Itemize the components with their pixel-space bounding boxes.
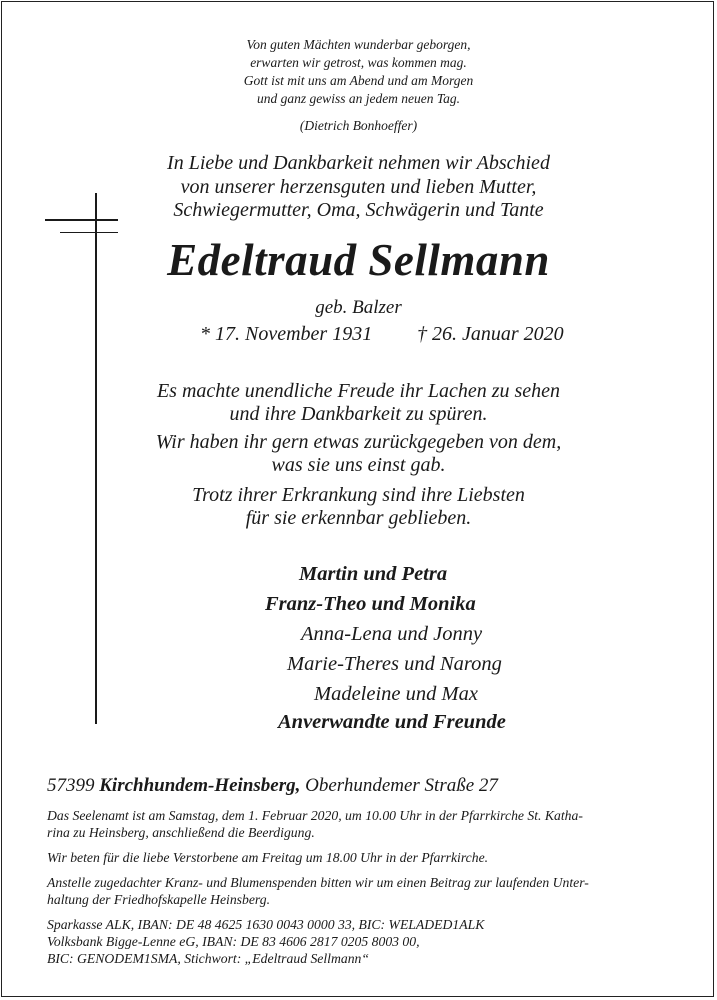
- address-city: Kirchhundem-Heinsberg,: [99, 775, 301, 796]
- funeral-line: rina zu Heinsberg, anschließend die Beerdigung.: [47, 825, 315, 840]
- family-member: Martin und Petra: [299, 563, 448, 585]
- death-date: † 26. Januar 2020: [417, 323, 564, 345]
- birth-date: * 17. November 1931: [200, 323, 373, 345]
- family-member: Franz-Theo und Monika: [265, 593, 476, 615]
- bank-line: Volksbank Bigge-Lenne eG, IBAN: DE 83 4606 2817 0205 8003 00,: [47, 934, 420, 949]
- memory-line: Trotz ihrer Erkrankung sind ihre Liebsten: [192, 484, 525, 506]
- memory-line: für sie erkennbar geblieben.: [245, 507, 472, 529]
- funeral-line: Das Seelenamt ist am Samstag, dem 1. Februar 2020, um 10.00 Uhr in der Pfarrkirche St. Katha-: [47, 808, 583, 823]
- intro-line: In Liebe und Dankbarkeit nehmen wir Abschied: [167, 152, 550, 174]
- birth-name: geb. Balzer: [315, 297, 402, 318]
- memory-line: was sie uns einst gab.: [271, 454, 446, 476]
- poem-line: erwarten wir getrost, was kommen mag.: [250, 55, 467, 70]
- cross-horizontal-bar-thin: [60, 232, 118, 233]
- poem-line: Von guten Mächten wunderbar geborgen,: [246, 37, 471, 52]
- memory-line: Es machte unendliche Freude ihr Lachen zu sehen: [156, 380, 561, 402]
- family-member: Anna-Lena und Jonny: [301, 623, 483, 645]
- memory-line: Wir haben ihr gern etwas zurückgegeben von dem,: [155, 431, 562, 453]
- bank-line: Sparkasse ALK, IBAN: DE 48 4625 1630 0043 0000 33, BIC: WELADED1ALK: [47, 917, 485, 932]
- intro-line: von unserer herzensguten und lieben Mutter,: [180, 176, 537, 198]
- intro-line: Schwiegermutter, Oma, Schwägerin und Tante: [173, 199, 544, 221]
- bank-line: BIC: GENODEM1SMA, Stichwort: „Edeltraud Sellmann“: [47, 951, 370, 966]
- family-member: Anverwandte und Freunde: [278, 711, 506, 733]
- address-street: Oberhundemer Straße 27: [305, 775, 498, 796]
- address-zip: 57399: [47, 775, 95, 796]
- prayer-line: Wir beten für die liebe Verstorbene am Freitag um 18.00 Uhr in der Pfarrkirche.: [47, 850, 489, 865]
- address: [47, 775, 498, 797]
- poem-author: (Dietrich Bonhoeffer): [299, 118, 418, 133]
- donation-line: haltung der Friedhofskapelle Heinsberg.: [47, 892, 271, 907]
- family-member: Marie-Theres und Narong: [287, 653, 502, 675]
- poem-line: Gott ist mit uns am Abend und am Morgen: [243, 73, 474, 88]
- family-member: Madeleine und Max: [314, 683, 478, 705]
- deceased-name: Edeltraud Sellmann: [167, 235, 550, 285]
- poem-line: und ganz gewiss an jedem neuen Tag.: [256, 91, 461, 106]
- donation-line: Anstelle zugedachter Kranz- und Blumenspenden bitten wir um einen Beitrag zur laufenden Unter-: [47, 875, 589, 890]
- memory-line: und ihre Dankbarkeit zu spüren.: [229, 403, 488, 425]
